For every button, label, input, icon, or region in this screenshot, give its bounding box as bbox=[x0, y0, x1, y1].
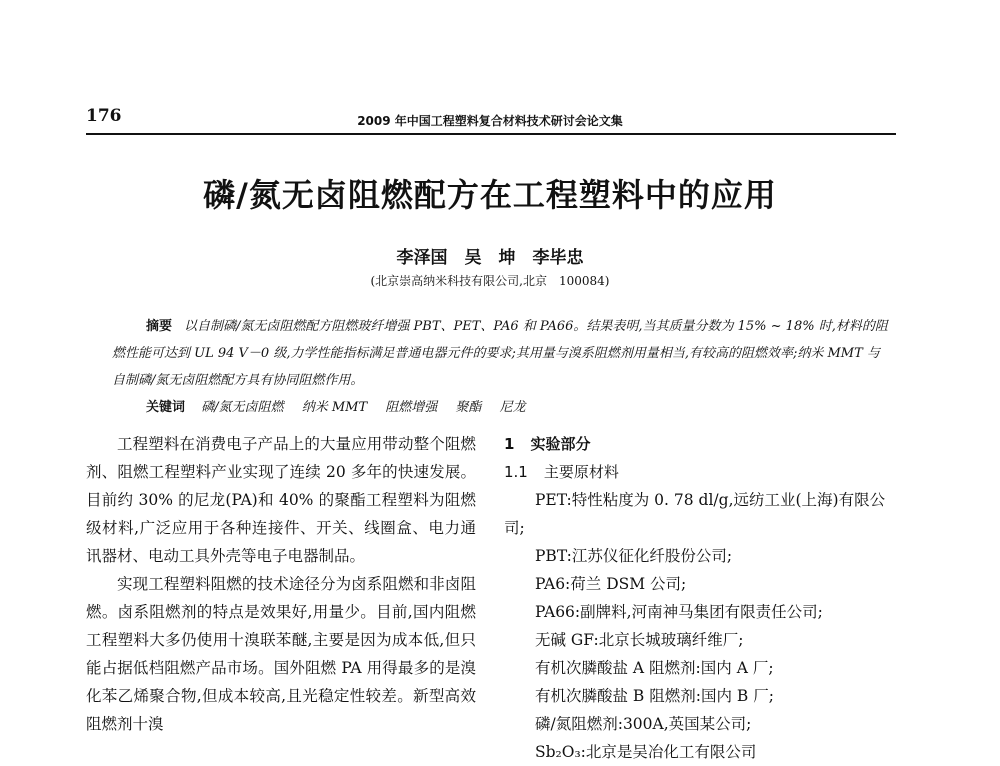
material-item: Sb₂O₃:北京是吴冶化工有限公司 bbox=[535, 743, 757, 761]
section-heading bbox=[504, 430, 899, 458]
material-item: 有机次膦酸盐 B 阻燃剂:国内 B 厂; bbox=[535, 687, 774, 705]
affiliation: (北京崇高纳米科技有限公司,北京 100084) bbox=[370, 274, 610, 288]
article-title: 磷/氮无卤阻燃配方在工程塑料中的应用 bbox=[203, 176, 777, 214]
abstract-label: 摘要 bbox=[146, 319, 173, 334]
body-left-column bbox=[86, 430, 476, 738]
material-item: 无碱 GF:北京长城玻璃纤维厂; bbox=[535, 631, 744, 649]
material-item: PBT:江苏仪征化纤股份公司; bbox=[535, 547, 733, 565]
material-item: 有机次膦酸盐 A 阻燃剂:国内 A 厂; bbox=[535, 659, 774, 677]
keyword: 尼龙 bbox=[499, 400, 526, 415]
subsection-number: 1.1 bbox=[504, 463, 528, 481]
keyword: 阻燃增强 bbox=[385, 400, 438, 415]
keyword: 聚酯 bbox=[455, 400, 482, 415]
page-number: 176 bbox=[86, 106, 122, 126]
subsection-title: 主要原材料 bbox=[543, 463, 619, 481]
authors: 李泽国 吴 坤 李毕忠 bbox=[396, 248, 584, 268]
keywords-label: 关键词 bbox=[146, 400, 186, 415]
section-number: 1 bbox=[504, 435, 515, 453]
body-right-column bbox=[504, 430, 899, 766]
section-title: 实验部分 bbox=[530, 435, 591, 453]
material-item: PA66:副牌料,河南神马集团有限责任公司; bbox=[535, 603, 823, 621]
header-rule bbox=[86, 133, 896, 135]
keywords bbox=[146, 394, 886, 421]
material-item: PET:特性粘度为 0. 78 dl/g,远纺工业(上海)有限公司; bbox=[504, 491, 886, 537]
material-item: PA6:荷兰 DSM 公司; bbox=[535, 575, 687, 593]
keyword: 纳米 MMT bbox=[301, 400, 368, 415]
abstract bbox=[112, 313, 892, 394]
material-item: 磷/氮阻燃剂:300A,英国某公司; bbox=[535, 715, 752, 733]
abstract-text: 以自制磷/氮无卤阻燃配方阻燃玻纤增强 PBT、PET、PA6 和 PA66。结果表明,当其质量分数为 15% ~ 18% 时,材料的阻燃性能可达到 UL 94 V－0 级,力学性能指标满足普通电器元件的要求;其用量与溴系阻燃剂用量相当,有较高的阻燃效率;纳米 MMT 与自制磷/氮无卤阻燃配方具有协同阻燃作用。 bbox=[112, 319, 888, 388]
keyword: 磷/氮无卤阻燃 bbox=[201, 400, 284, 415]
subsection-heading bbox=[504, 458, 899, 486]
body-paragraph: 实现工程塑料阻燃的技术途径分为卤系阻燃和非卤阻燃。卤系阻燃剂的特点是效果好,用量少。目前,国内阻燃工程塑料大多仍使用十溴联苯醚,主要是因为成本低,但只能占据低档阻燃产品市场。国外阻燃 PA 用得最多的是溴化苯乙烯聚合物,但成本较高,且光稳定性较差。新型高效阻燃剂十溴 bbox=[86, 575, 476, 733]
body-paragraph: 工程塑料在消费电子产品上的大量应用带动整个阻燃剂、阻燃工程塑料产业实现了连续 20 多年的快速发展。目前约 30% 的尼龙(PA)和 40% 的聚酯工程塑料为阻燃级材料,广泛应用于各种连接件、开关、线圈盒、电力通讯器材、电动工具外壳等电子电器制品。 bbox=[86, 435, 476, 565]
running-header: 2009 年中国工程塑料复合材料技术研讨会论文集 bbox=[357, 114, 623, 128]
